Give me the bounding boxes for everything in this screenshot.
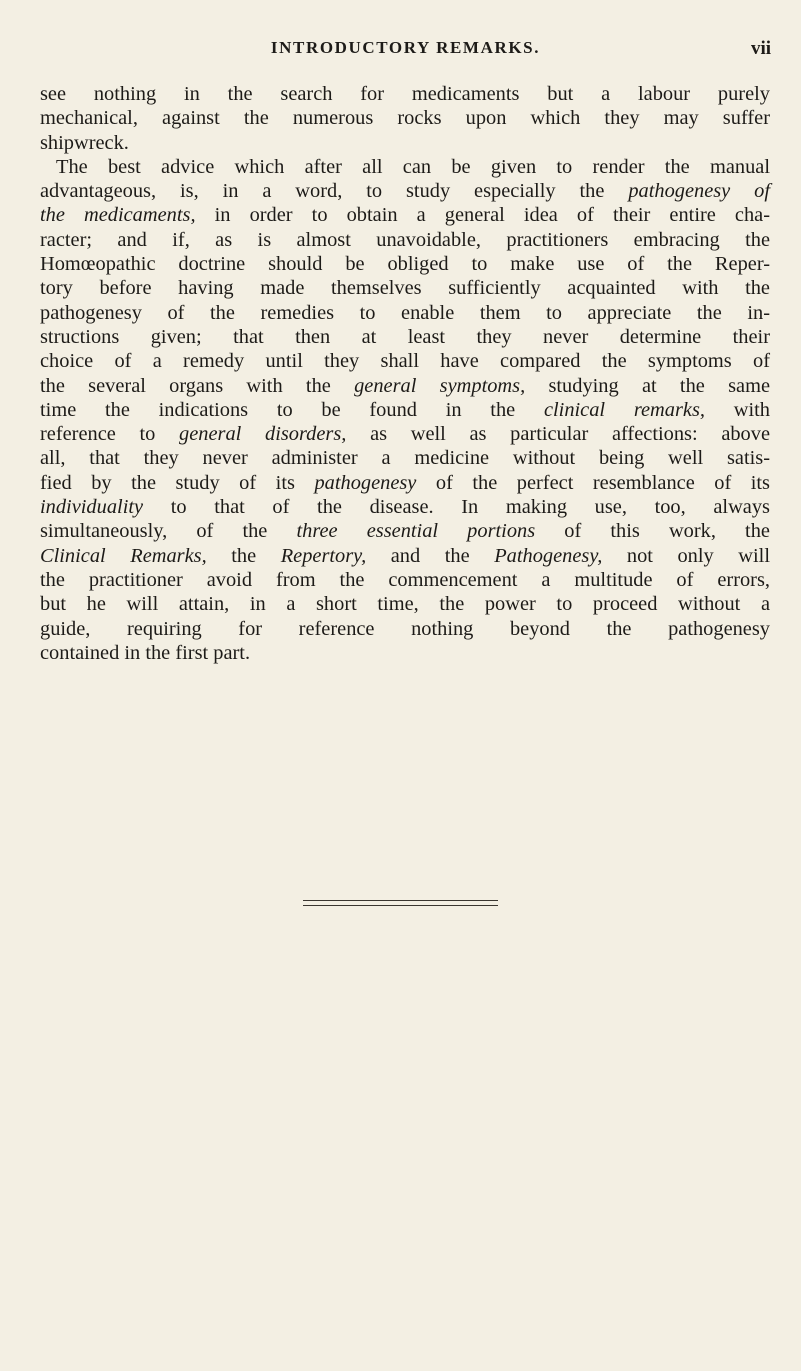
italic-text: individuality — [40, 496, 144, 519]
text-run: tory before having made themselves sufficiently acquainted with the — [40, 277, 770, 300]
text-run: pathogenesy of the remedies to enable them to appreciate the in- — [40, 301, 770, 324]
text-line — [40, 82, 770, 106]
text-line — [40, 131, 770, 155]
text-run: to that of the disease. In making use, too, always — [143, 496, 770, 519]
closing-rule — [303, 900, 498, 901]
text-line — [40, 179, 770, 203]
italic-text: pathogenesy of — [628, 180, 771, 203]
text-run: as well as particular affections: above — [346, 423, 771, 446]
running-head: INTRODUCTORY REMARKS. — [270, 38, 541, 57]
text-run: racter; and if, as is almost unavoidable, practitioners embracing the — [40, 228, 770, 251]
text-line — [40, 228, 770, 252]
text-run: see nothing in the search for medicaments but a labour purely — [40, 83, 770, 105]
text-line — [40, 519, 770, 543]
text-run: reference to — [40, 423, 180, 446]
text-line — [40, 252, 770, 276]
text-line — [40, 641, 770, 665]
paragraph — [40, 155, 770, 665]
italic-text: general symptoms, — [354, 374, 526, 397]
text-run: time the indications to be found in the — [40, 398, 544, 421]
italic-text: pathogenesy — [314, 471, 417, 494]
italic-text: Pathogenesy, — [494, 544, 603, 567]
text-run: shipwreck. — [40, 131, 129, 154]
text-run: the practitioner avoid from the commencement a multitude of errors, — [40, 568, 770, 591]
text-line — [40, 301, 770, 325]
text-line — [40, 446, 770, 470]
text-run: the — [206, 544, 281, 567]
text-run: all, that they never administer a medicine without being well satis- — [40, 447, 770, 470]
text-line — [40, 276, 770, 300]
text-line — [40, 398, 770, 422]
text-run: not only will — [602, 544, 770, 567]
text-run: Homœopathic doctrine should be obliged to make use of the Reper- — [40, 253, 770, 276]
italic-text: Clinical Remarks, — [40, 544, 207, 567]
italic-text: general disorders, — [179, 423, 347, 446]
text-run: advantageous, is, in a word, to study especially the — [40, 180, 629, 203]
text-line — [40, 544, 770, 568]
page-header — [40, 38, 771, 64]
text-line — [40, 203, 770, 227]
text-run: studying at the same — [525, 374, 770, 397]
text-run: structions given; that then at least they never determine their — [40, 325, 770, 348]
text-line — [40, 422, 770, 446]
text-run: of the perfect resemblance of its — [416, 471, 770, 494]
body-text — [40, 82, 770, 665]
text-run: in order to obtain a general idea of their entire cha- — [195, 204, 770, 227]
text-line — [40, 374, 770, 398]
text-line — [40, 325, 770, 349]
text-line — [40, 495, 770, 519]
text-line — [40, 568, 770, 592]
italic-text: the medicaments, — [40, 204, 196, 227]
text-run: with — [705, 398, 770, 421]
text-run: simultaneously, of the — [40, 520, 297, 543]
text-line — [40, 155, 770, 179]
paragraph — [40, 82, 770, 155]
text-run: the several organs with the — [40, 374, 355, 397]
text-run: of this work, the — [535, 520, 770, 543]
text-line — [40, 106, 770, 130]
text-line — [40, 592, 770, 616]
italic-text: clinical remarks, — [543, 398, 705, 421]
text-line — [40, 617, 770, 641]
text-run: guide, requiring for reference nothing beyond the pathogenesy — [40, 617, 770, 640]
text-run: choice of a remedy until they shall have compared the symptoms of — [40, 350, 770, 373]
text-line — [40, 349, 770, 373]
text-run: and the — [366, 544, 495, 567]
closing-rule — [303, 905, 498, 906]
italic-text: Repertory, — [280, 544, 367, 567]
page-number: vii — [750, 38, 771, 59]
text-run: mechanical, against the numerous rocks upon which they may suffer — [40, 107, 770, 130]
italic-text: three essential portions — [296, 520, 536, 543]
text-run: but he will attain, in a short time, the power to proceed without a — [40, 593, 770, 616]
text-run: fied by the study of its — [40, 471, 315, 494]
text-run: contained in the first part. — [40, 641, 251, 664]
text-line — [40, 471, 770, 495]
text-run: The best advice which after all can be given to render the manual — [56, 155, 770, 178]
